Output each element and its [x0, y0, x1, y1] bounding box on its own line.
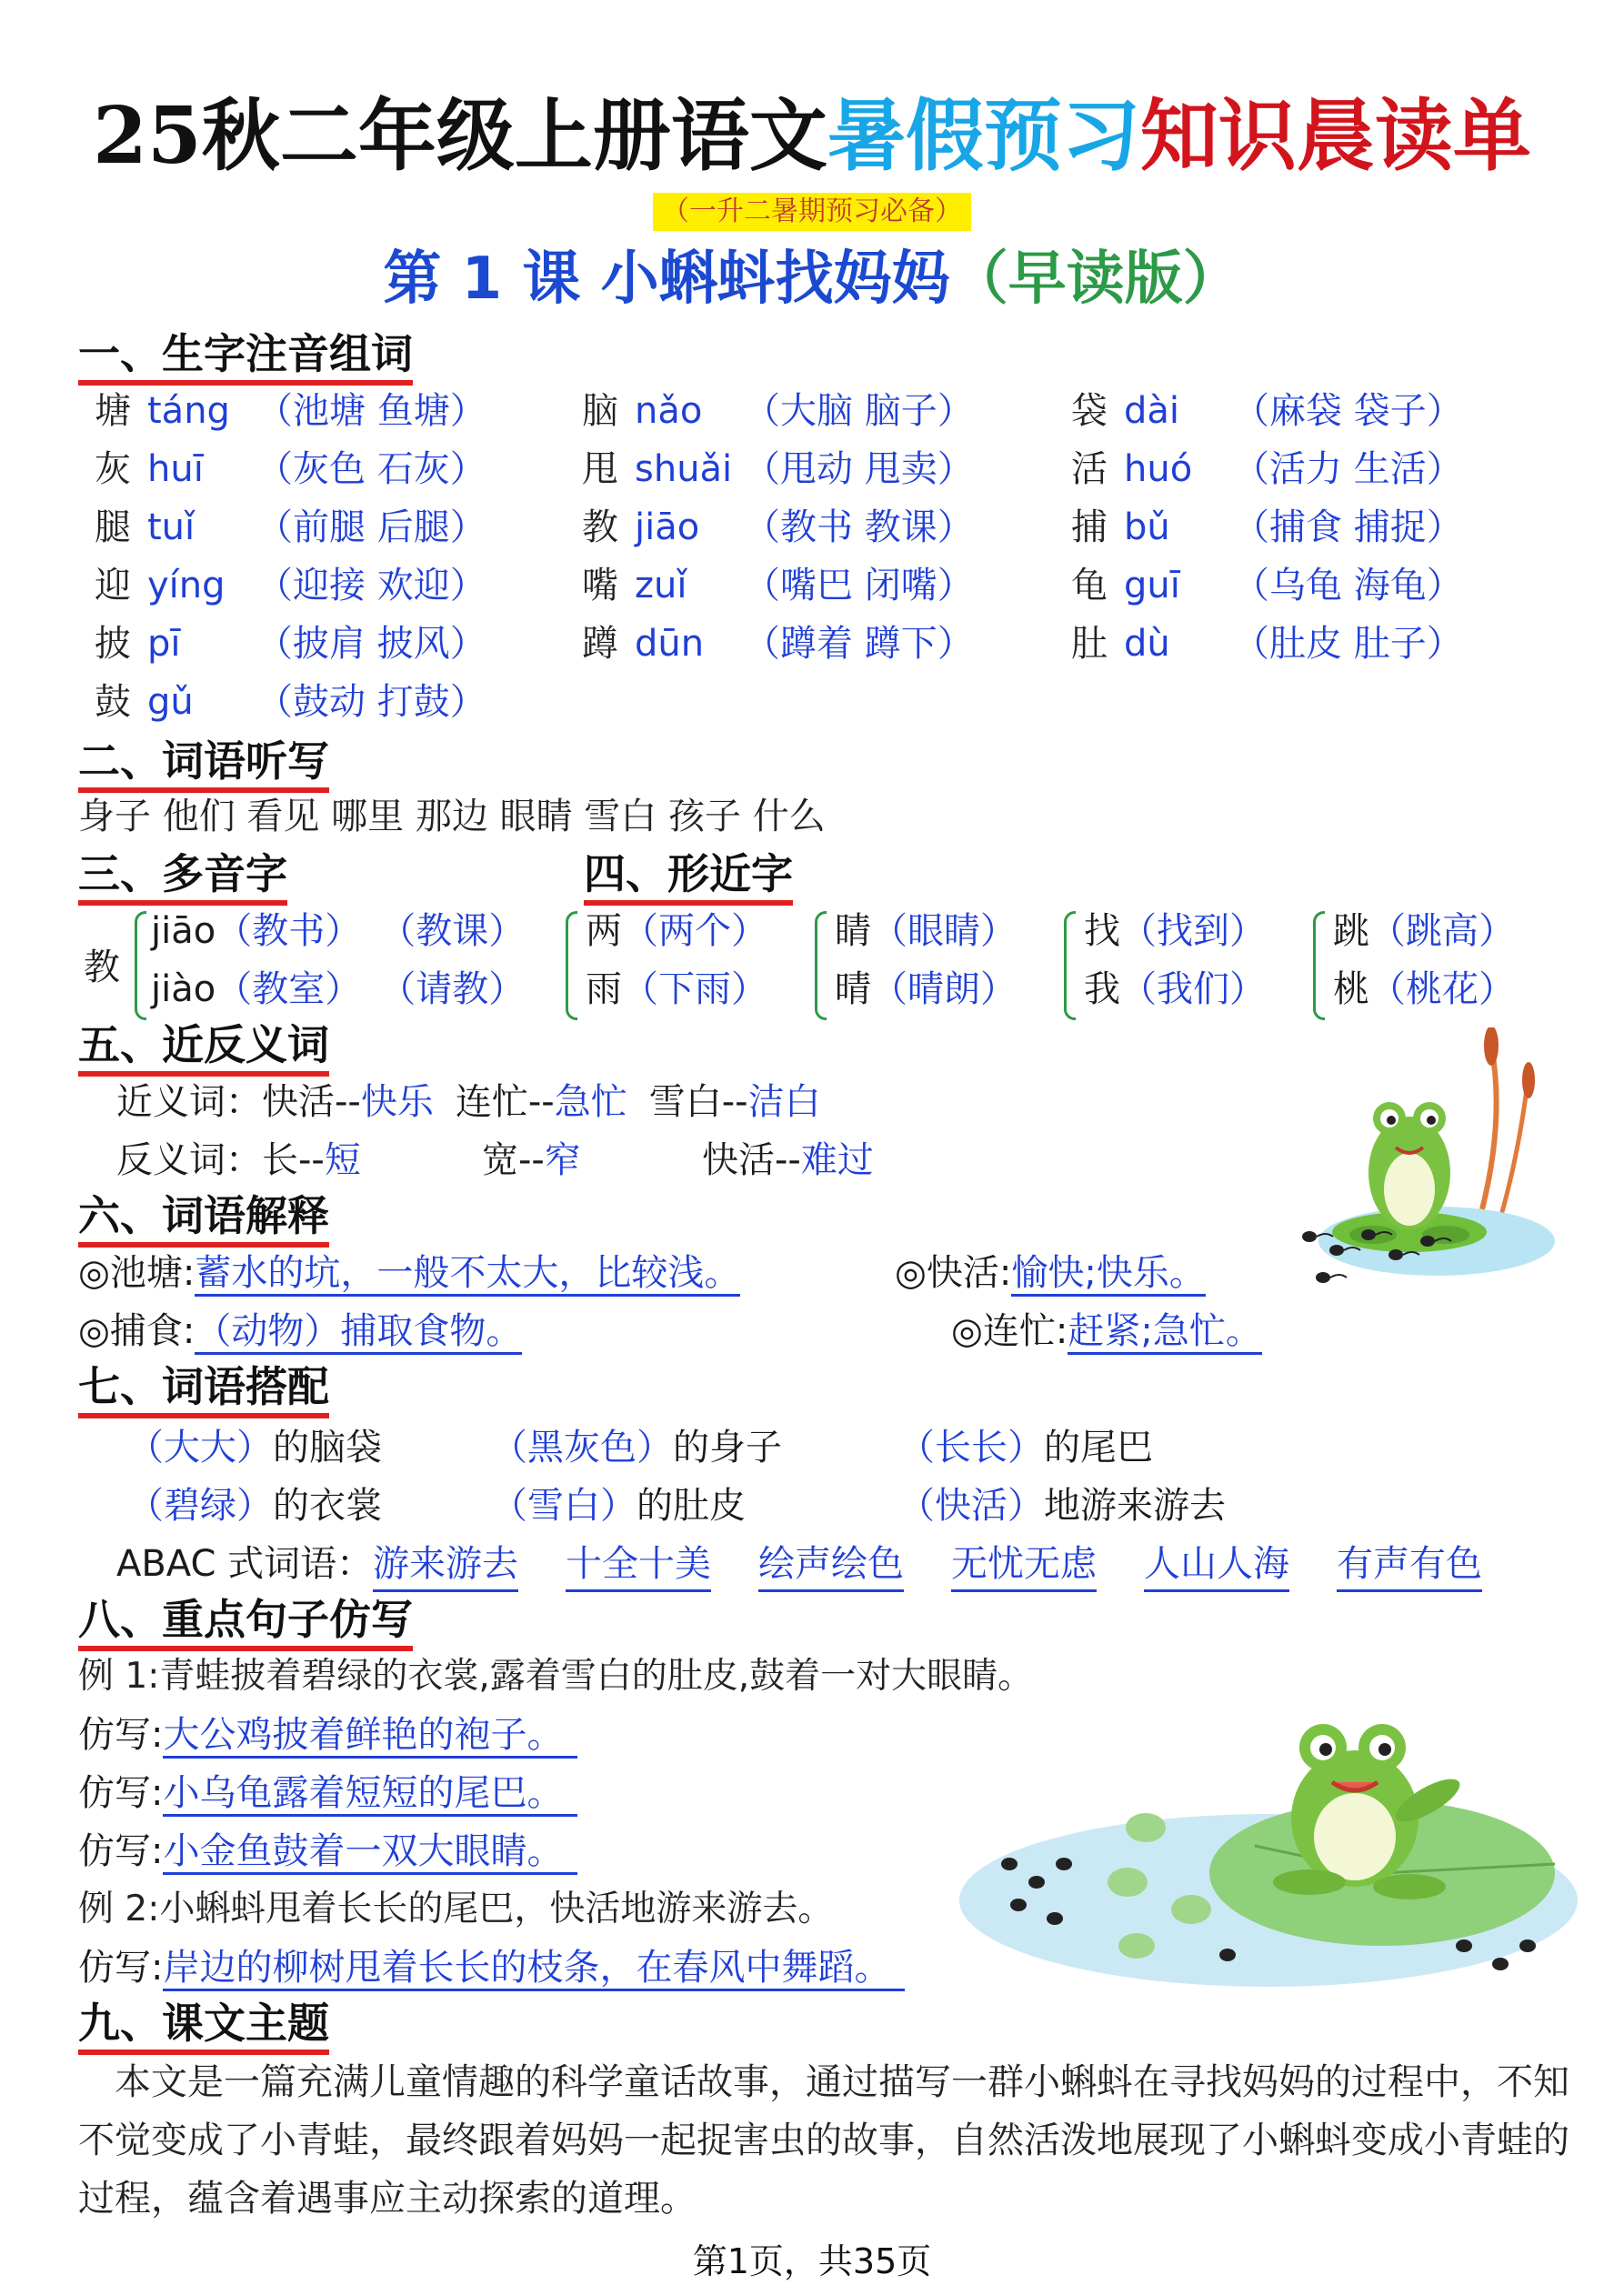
antonym-pair-3 [702, 1135, 874, 1186]
section-heading-9 [78, 1997, 329, 2049]
char-words: （麻袋 袋子） [1233, 390, 1463, 432]
title-part-2: 暑假预习 [827, 90, 1140, 182]
char: 迎 [95, 565, 131, 606]
similar-char-entry [1333, 906, 1515, 957]
antonym-pair-2 [482, 1135, 581, 1186]
imitation-label: 仿写: [78, 1714, 164, 1756]
antonym-b: 难过 [800, 1139, 874, 1181]
collocation-rest: 的肚皮 [637, 1485, 746, 1527]
similar-word: （眼睛） [871, 910, 1017, 952]
collocation-rest: 的脑袋 [273, 1427, 382, 1468]
section-heading-8 [78, 1593, 413, 1646]
explain-definition: 赶紧;急忙。 [1068, 1310, 1261, 1355]
char-pinyin: tuǐ [147, 506, 195, 548]
antonym-b: 短 [324, 1139, 361, 1181]
char-pinyin: pī [147, 623, 181, 665]
polyphone-row-1 [151, 906, 525, 957]
page-title [0, 86, 1624, 186]
imitation-sentence: 小金鱼鼓着一双大眼睛。 [163, 1830, 577, 1875]
char: 灰 [95, 448, 131, 490]
similar-word: （我们） [1120, 968, 1266, 1010]
char-entry [582, 444, 974, 495]
similar-char-entry [835, 906, 1017, 957]
abac-word: 有声有色 [1337, 1538, 1482, 1592]
similar-word: （晴朗） [871, 968, 1017, 1010]
char-entry [95, 560, 486, 611]
char-entry [95, 618, 486, 669]
char-words: （甩动 甩卖） [744, 448, 974, 490]
lesson-main: 第 1 课 小蝌蚪找妈妈 [383, 246, 950, 313]
abac-label: ABAC 式词语： [116, 1543, 374, 1585]
explain-term: ◎连忙: [951, 1310, 1068, 1352]
abac-row [116, 1538, 373, 1589]
char: 披 [95, 623, 131, 665]
polyphone-word-2b: （请教） [379, 968, 526, 1010]
similar-char-entry [1084, 964, 1266, 1015]
char-entry [1071, 560, 1463, 611]
section-7-label: 七、词语搭配 [78, 1362, 329, 1411]
similar-char: 两 [586, 910, 622, 952]
char-entry [1071, 386, 1463, 436]
char-pinyin: gǔ [147, 681, 194, 723]
collocation-item [491, 1480, 746, 1531]
similar-word: （两个） [622, 910, 767, 952]
collocation-rest: 的身子 [673, 1427, 782, 1468]
title-part-1: 25秋二年级上册语文 [93, 90, 827, 182]
char-words: （嘴巴 闭嘴） [744, 565, 974, 606]
char-words: （大脑 脑子） [744, 390, 974, 432]
explain-item [78, 1306, 522, 1357]
char-entry [95, 444, 486, 495]
polyphone-char: 教 [84, 947, 120, 988]
char-words: （活力 生活） [1233, 448, 1463, 490]
collocation-item [127, 1480, 382, 1531]
polyphone-pinyin-1: jiāo [151, 910, 216, 952]
section-underline [78, 1413, 329, 1418]
char-entry [582, 502, 974, 553]
section-5-label: 五、近反义词 [78, 1020, 329, 1069]
char-words: （鼓动 打鼓） [256, 681, 486, 723]
char-pinyin: huó [1124, 448, 1193, 490]
collocation-item [127, 1422, 382, 1473]
char: 塘 [95, 390, 131, 432]
char-entry [95, 502, 486, 553]
char: 捕 [1071, 506, 1108, 548]
similar-word: （桃花） [1369, 968, 1515, 1010]
similar-word: （找到） [1120, 910, 1266, 952]
polyphone-word-2a: （教室） [216, 968, 362, 1010]
char-pinyin: guī [1124, 565, 1180, 606]
char-pinyin: dù [1124, 623, 1170, 665]
abac-word: 无忧无虑 [951, 1538, 1097, 1592]
similar-char-entry [1333, 964, 1515, 1015]
char-entry [1071, 444, 1463, 495]
explain-item [951, 1306, 1262, 1357]
collocation-rest: 的尾巴 [1044, 1427, 1153, 1468]
section-1-label: 一、生字注音组词 [78, 329, 413, 378]
polyphone-word-1b: （教课） [379, 910, 526, 952]
polyphone-row-2 [151, 964, 525, 1015]
char-entry [582, 560, 974, 611]
synonym-a: 雪白-- [648, 1081, 748, 1123]
lesson-title [0, 238, 1624, 320]
char-pinyin: nǎo [635, 390, 703, 432]
synonym-a: 快活-- [262, 1081, 361, 1123]
char: 龟 [1071, 565, 1108, 606]
antonyms-label: 反义词： [116, 1139, 262, 1181]
example-sentence-1: 例 1:青蛙披着碧绿的衣裳,露着雪白的肚皮,鼓着一对大眼睛。 [78, 1656, 1034, 1697]
explain-term: ◎池塘: [78, 1252, 195, 1294]
section-4-label: 四、形近字 [584, 849, 793, 898]
char: 脑 [582, 390, 618, 432]
section-heading-7 [78, 1360, 329, 1413]
explain-item [895, 1248, 1206, 1298]
tadpoles-illustration [1282, 1218, 1482, 1300]
char-words: （前腿 后腿） [256, 506, 486, 548]
imitation-line [78, 1768, 577, 1819]
section-heading-4 [584, 847, 793, 900]
collocation-item [898, 1422, 1153, 1473]
char: 肚 [1071, 623, 1108, 665]
imitation-line [78, 1942, 905, 1993]
char: 甩 [582, 448, 618, 490]
antonym-a: 快活-- [702, 1139, 801, 1181]
section-2-label: 二、词语听写 [78, 737, 329, 786]
polyphone-brace [135, 911, 146, 1020]
char-pinyin: dūn [635, 623, 705, 665]
abac-word: 人山人海 [1144, 1538, 1289, 1592]
page-number: 第1页，共35页 [692, 2241, 932, 2281]
char-words: （池塘 鱼塘） [256, 390, 486, 432]
imitation-sentence: 岸边的柳树甩着长长的枝条，在春风中舞蹈。 [163, 1947, 905, 1991]
similar-word: （跳高） [1369, 910, 1515, 952]
section-heading-3 [78, 847, 287, 900]
char: 嘴 [582, 565, 618, 606]
char: 鼓 [95, 681, 131, 723]
char: 蹲 [582, 623, 618, 665]
char-words: （迎接 欢迎） [256, 565, 486, 606]
similar-char: 雨 [586, 968, 622, 1010]
char-pinyin: dài [1124, 390, 1180, 432]
collocation-item [898, 1480, 1226, 1531]
similar-brace [1313, 911, 1325, 1020]
char-entry [1071, 618, 1463, 669]
collocation-rest: 的衣裳 [273, 1485, 382, 1527]
char-pinyin: táng [147, 390, 230, 432]
explain-item [78, 1248, 740, 1298]
collocation-fill: （黑灰色） [491, 1427, 673, 1468]
antonym-b: 窄 [544, 1139, 581, 1181]
antonym-a: 长-- [262, 1139, 325, 1181]
polyphone-word-1a: （教书） [216, 910, 362, 952]
explain-term: ◎快活: [895, 1252, 1012, 1294]
similar-word: （下雨） [622, 968, 767, 1010]
synonyms-label: 近义词： [116, 1081, 262, 1123]
section-8-label: 八、重点句子仿写 [78, 1595, 413, 1644]
abac-word: 游来游去 [373, 1538, 518, 1592]
section-6-label: 六、词语解释 [78, 1191, 329, 1240]
antonyms-row [116, 1135, 361, 1186]
section-heading-5 [78, 1018, 329, 1071]
section-3-label: 三、多音字 [78, 849, 287, 898]
section-heading-1 [78, 327, 413, 380]
similar-char-entry [586, 906, 767, 957]
char-entry [582, 618, 974, 669]
char-entry [95, 386, 486, 436]
imitation-label: 仿写: [78, 1947, 164, 1989]
example-sentence-2: 例 2:小蝌蚪甩着长长的尾巴，快活地游来游去。 [78, 1889, 834, 1929]
antonym-a: 宽-- [482, 1139, 545, 1181]
char: 活 [1071, 448, 1108, 490]
char: 腿 [95, 506, 131, 548]
explain-definition: 愉快;快乐。 [1011, 1252, 1205, 1297]
char-words: （灰色 石灰） [256, 448, 486, 490]
abac-word: 十全十美 [566, 1538, 711, 1592]
char: 教 [582, 506, 618, 548]
char-entry [1071, 502, 1463, 553]
section-9-label: 九、课文主题 [78, 1999, 329, 2048]
section-heading-2 [78, 735, 329, 787]
char-words: （教书 教课） [744, 506, 974, 548]
imitation-label: 仿写: [78, 1772, 164, 1814]
similar-brace [1064, 911, 1076, 1020]
char-words: （捕食 捕捉） [1233, 506, 1463, 548]
similar-brace [815, 911, 827, 1020]
collocation-fill: （雪白） [491, 1485, 637, 1527]
title-part-3: 知识晨读单 [1139, 90, 1531, 182]
subtitle-wrap [0, 193, 1624, 231]
explain-term: ◎捕食: [78, 1310, 195, 1352]
collocation-item [491, 1422, 782, 1473]
lesson-tag: （早读版） [949, 246, 1241, 313]
similar-char: 跳 [1333, 910, 1369, 952]
char-pinyin: jiāo [635, 506, 700, 548]
imitation-line [78, 1826, 577, 1877]
char-pinyin: bǔ [1124, 506, 1170, 548]
polyphone-pinyin-2: jiào [151, 968, 216, 1010]
similar-char: 桃 [1333, 968, 1369, 1010]
char: 袋 [1071, 390, 1108, 432]
similar-char-entry [1084, 906, 1266, 957]
imitation-line [78, 1709, 577, 1760]
char-words: （乌龟 海龟） [1233, 565, 1463, 606]
char-entry [95, 676, 486, 727]
section-heading-6 [78, 1189, 329, 1242]
imitation-label: 仿写: [78, 1830, 164, 1872]
collocation-fill: （碧绿） [127, 1485, 273, 1527]
similar-brace [566, 911, 577, 1020]
synonym-b: 急忙 [554, 1081, 627, 1123]
collocation-fill: （快活） [898, 1485, 1044, 1527]
collocation-rest: 地游来游去 [1044, 1485, 1226, 1527]
char-words: （披肩 披风） [256, 623, 486, 665]
synonym-a: 连忙-- [455, 1081, 555, 1123]
subtitle: （一升二暑期预习必备） [653, 193, 971, 231]
abac-word: 绘声绘色 [758, 1538, 904, 1592]
char-words: （蹲着 蹲下） [744, 623, 974, 665]
similar-char: 睛 [835, 910, 871, 952]
similar-char: 我 [1084, 968, 1120, 1010]
char-pinyin: huī [147, 448, 204, 490]
char-pinyin: yíng [147, 565, 226, 606]
similar-char-entry [586, 964, 767, 1015]
similar-char: 晴 [835, 968, 871, 1010]
frog-and-tadpoles-illustration [955, 1691, 1582, 2000]
synonyms-row [116, 1077, 821, 1127]
explain-definition: 蓄水的坑，一般不太大，比较浅。 [195, 1252, 740, 1297]
char-entry [582, 386, 974, 436]
similar-char: 找 [1084, 910, 1120, 952]
collocation-fill: （大大） [127, 1427, 273, 1468]
imitation-sentence: 小乌龟露着短短的尾巴。 [163, 1772, 577, 1817]
char-pinyin: zuǐ [635, 565, 687, 606]
char-pinyin: shuǎi [635, 448, 733, 490]
explain-definition: （动物）捕取食物。 [195, 1310, 522, 1355]
similar-char-entry [835, 964, 1017, 1015]
dictation-words: 身子 他们 看见 哪里 那边 眼睛 雪白 孩子 什么 [78, 796, 826, 837]
theme-paragraph: 本文是一篇充满儿童情趣的科学童话故事，通过描写一群小蝌蚪在寻找妈妈的过程中，不知不觉变成了小青蛙，最终跟着妈妈一起捉害虫的故事，自然活泼地展现了小蝌蚪变成小青蛙的过程，蕴含着遇事应主动探索的道理。 [78, 2061, 1569, 2220]
synonym-b: 洁白 [747, 1081, 821, 1123]
synonym-b: 快乐 [360, 1081, 434, 1123]
imitation-sentence: 大公鸡披着鲜艳的袍子。 [163, 1714, 577, 1759]
char-words: （肚皮 肚子） [1233, 623, 1463, 665]
collocation-fill: （长长） [898, 1427, 1044, 1468]
